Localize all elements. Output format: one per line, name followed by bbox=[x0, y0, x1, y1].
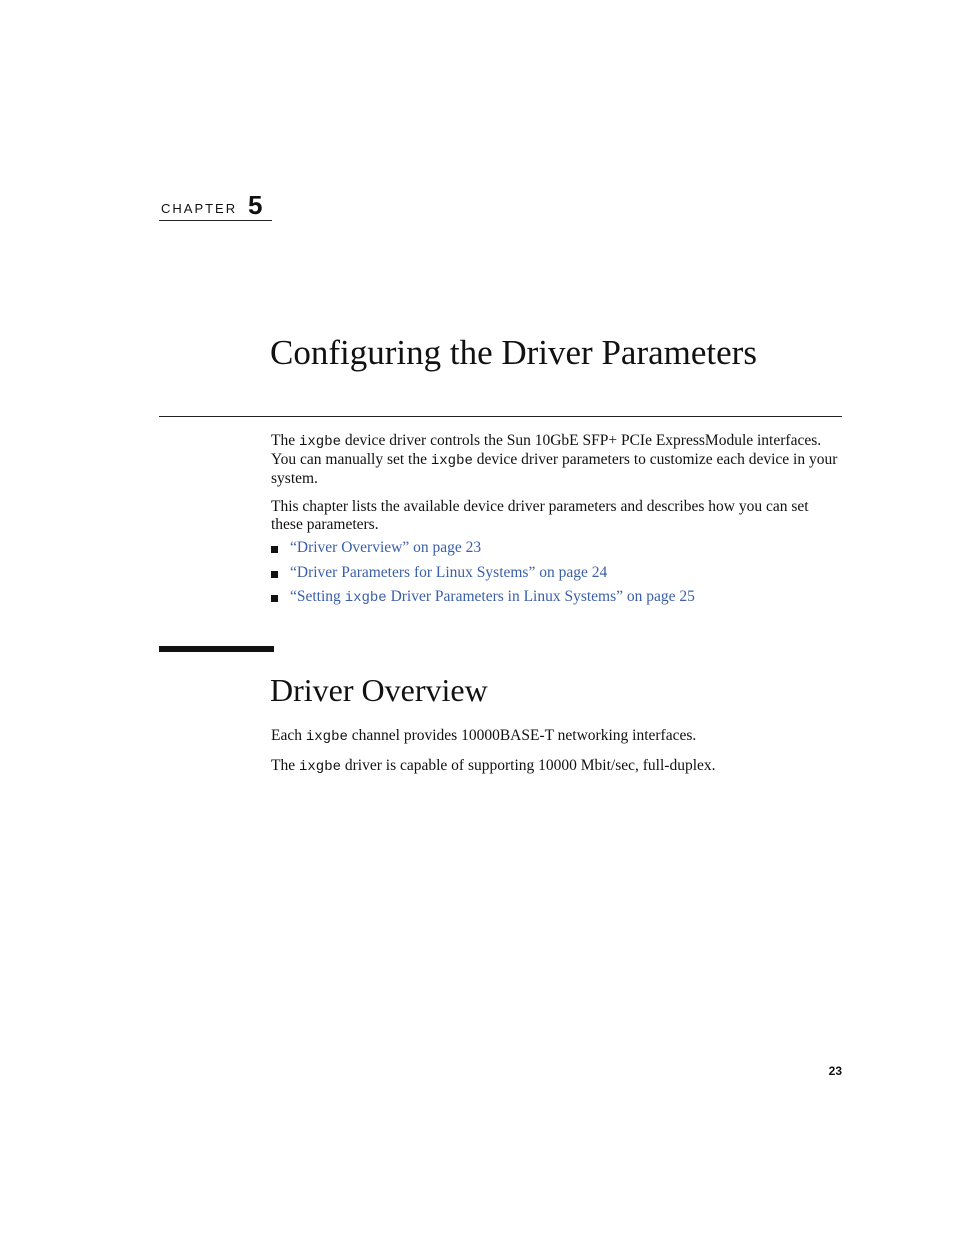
square-bullet-icon bbox=[271, 571, 278, 578]
intro-p1-text-c: device driver parameters to customize each device in your system. bbox=[271, 451, 838, 487]
section-p1-text-b: channel provides 10000BASE-T networking interfaces. bbox=[347, 727, 697, 744]
section-paragraph-1 bbox=[271, 727, 843, 746]
page-number: 23 bbox=[828, 1064, 842, 1078]
intro-p1-text-a: The bbox=[271, 432, 299, 449]
section-p1-code: ixgbe bbox=[305, 729, 348, 745]
intro-p1-code-2: ixgbe bbox=[430, 453, 473, 469]
section-p2-code: ixgbe bbox=[298, 759, 341, 775]
intro-paragraph-2: This chapter lists the available device driver parameters and describes how you can set these parameters. bbox=[271, 498, 809, 533]
intro-paragraph-1 bbox=[271, 432, 843, 488]
chapter-contents-list bbox=[271, 539, 843, 613]
link-driver-parameters-linux[interactable]: “Driver Parameters for Linux Systems” on page 24 bbox=[290, 563, 608, 581]
link-code: ixgbe bbox=[344, 590, 387, 606]
section-p2-text-b: driver is capable of supporting 10000 Mbit/sec, full-duplex. bbox=[341, 757, 716, 774]
list-item bbox=[271, 564, 843, 589]
chapter-title: Configuring the Driver Parameters bbox=[270, 333, 757, 372]
section-paragraph-2 bbox=[271, 757, 843, 776]
section-title: Driver Overview bbox=[270, 672, 488, 708]
section-divider bbox=[159, 646, 274, 652]
intro-p1-code-1: ixgbe bbox=[298, 434, 341, 450]
link-setting-ixgbe-parameters[interactable] bbox=[290, 588, 695, 607]
section-p2-text-a: The bbox=[271, 757, 299, 774]
link-text-b: Driver Parameters in Linux Systems” on page 25 bbox=[386, 588, 695, 605]
square-bullet-icon bbox=[271, 546, 278, 553]
chapter-number: 5 bbox=[248, 190, 263, 220]
chapter-label bbox=[159, 190, 272, 221]
list-item bbox=[271, 539, 843, 564]
section-p1-text-a: Each bbox=[271, 727, 306, 744]
link-text-a: “Setting bbox=[290, 588, 345, 605]
list-item bbox=[271, 588, 843, 613]
intro-p1-text-b: device driver controls the Sun 10GbE SFP+ PCIe ExpressModule interfaces. You can manually set the bbox=[271, 432, 822, 468]
square-bullet-icon bbox=[271, 595, 278, 602]
link-driver-overview[interactable]: “Driver Overview” on page 23 bbox=[290, 539, 482, 556]
chapter-word: CHAPTER bbox=[161, 201, 238, 216]
title-divider bbox=[159, 416, 842, 417]
